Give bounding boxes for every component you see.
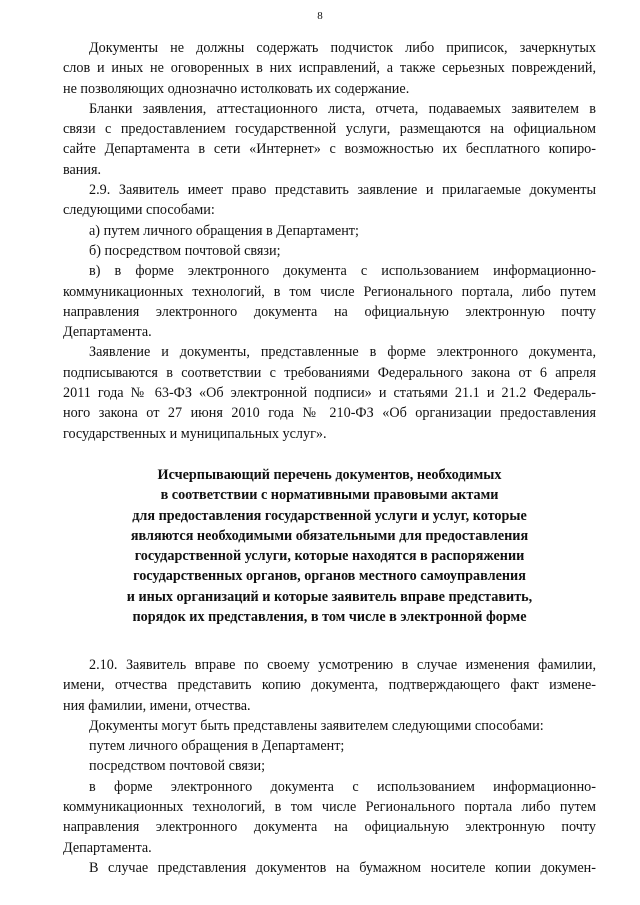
page-number: 8 [317, 10, 323, 22]
text-line: связи с предоставлением государственной услуги, размещаются на официальном [63, 121, 596, 138]
text-line: В случае представления документов на бумажном носителе копии докумен- [89, 859, 596, 876]
text-line: направления электронного документа на официальную электронную почту [63, 819, 596, 836]
heading-line: являются необходимыми обязательными для предоставления [130, 527, 529, 544]
text-line: посредством почтовой связи; [89, 758, 266, 775]
heading-line: в соответствии с нормативными правовыми актами [160, 487, 499, 504]
text-line: направления электронного документа на официальную электронную почту [63, 303, 596, 320]
heading-line: государственных органов, органов местного самоуправления [133, 568, 526, 585]
heading-line: порядок их представления, в том числе в электронной форме [132, 609, 527, 626]
text-line: 2.9. Заявитель имеет право представить заявление и прилагаемые документы [89, 182, 596, 199]
text-line: коммуникационных технологий, в том числе Регионального портала либо путем [63, 799, 596, 816]
heading-line: и иных организаций и которые заявитель вправе представить, [126, 588, 533, 605]
text-line: ния фамилии, имени, отчества. [63, 697, 251, 714]
text-line: а) путем личного обращения в Департамент; [89, 222, 359, 239]
section-1-text [63, 38, 596, 444]
text-line: следующими способами: [63, 202, 215, 219]
text-line: государственных и муниципальных услуг». [63, 425, 327, 442]
text-line: Департамента. [63, 839, 152, 856]
text-line: подписываются в соответствии с требованиями Федерального закона от 6 апреля [63, 364, 596, 381]
text-line: в) в форме электронного документа с использованием информационно- [89, 263, 596, 280]
section-heading [63, 465, 596, 627]
text-line: Заявление и документы, представленные в форме электронного документа, [89, 344, 596, 361]
text-line: коммуникационных технологий, в том числе Регионального портала, либо путем [63, 283, 596, 300]
text-line: сайте Департамента в сети «Интернет» с возможностью их бесплатного копиро- [63, 141, 596, 158]
text-line: Документы могут быть представлены заявителем следующими способами: [89, 717, 544, 734]
text-line: Департамента. [63, 324, 152, 341]
text-line: Бланки заявления, аттестационного листа, отчета, подаваемых заявителем в [89, 100, 596, 117]
text-line: б) посредством почтовой связи; [89, 242, 281, 259]
text-line: не позволяющих однозначно истолковать их содержание. [63, 80, 410, 97]
text-line: путем личного обращения в Департамент; [89, 738, 345, 755]
text-line: имени, отчества представить копию документа, подтверждающего факт измене- [63, 677, 596, 694]
section-2-text [63, 655, 596, 878]
text-line: 2.10. Заявитель вправе по своему усмотрению в случае изменения фамилии, [89, 657, 596, 673]
text-line: Документы не должны содержать подчисток либо приписок, зачеркнутых [89, 40, 596, 56]
text-line: слов и иных не оговоренных в них исправлений, а также серьезных повреждений, [63, 60, 596, 77]
heading-line: Исчерпывающий перечень документов, необходимых [157, 467, 502, 483]
heading-line: государственной услуги, которые находятся в распоряжении [134, 548, 525, 565]
heading-line: для предоставления государственной услуги и услуг, которые [132, 507, 527, 524]
text-line: ного закона от 27 июня 2010 года № 210-ФЗ «Об организации предоставления [63, 405, 596, 422]
text-line: 2011 года № 63-ФЗ «Об электронной подписи» и статьями 21.1 и 21.2 Федераль- [63, 385, 596, 402]
text-line: вания. [63, 161, 102, 178]
text-line: в форме электронного документа с использованием информационно- [89, 778, 596, 795]
